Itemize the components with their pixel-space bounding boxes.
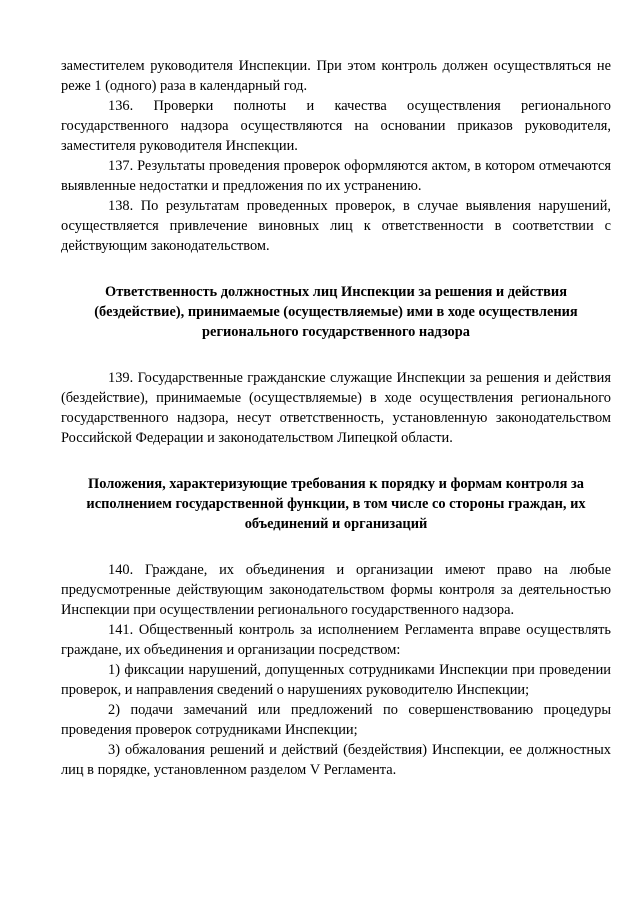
section-heading-responsibility: Ответственность должностных лиц Инспекции за решения и действия (бездействие), принимаемые (осуществляемые) ими в ходе осуществления регионального государственного надзора: [94, 284, 578, 340]
section-heading-control-provisions: Положения, характеризующие требования к порядку и формам контроля за исполнением государственной функции, в том числе со стороны граждан, их объединений и организаций: [86, 476, 586, 532]
paragraph-141: 141. Общественный контроль за исполнением Регламента вправе осуществлять граждане, их объединения и организации посредством:: [61, 622, 611, 658]
paragraph-137: 137. Результаты проведения проверок оформляются актом, в котором отмечаются выявленные недостатки и предложения по их устранению.: [61, 158, 611, 194]
paragraph-138: 138. По результатам проведенных проверок, в случае выявления нарушений, осуществляется привлечение виновных лиц к ответственности в соответствии с действующим законодательством.: [61, 198, 611, 254]
paragraph-139: 139. Государственные гражданские служащие Инспекции за решения и действия (бездействие), принимаемые (осуществляемые) в ходе осуществления регионального государственного надзора, несут ответственность, установленную законодательством Российской Федерации и законодательством Липецкой области.: [61, 370, 611, 446]
list-item-2: 2) подачи замечаний или предложений по совершенствованию процедуры проведения проверок сотрудниками Инспекции;: [61, 702, 611, 738]
list-item-3: 3) обжалования решений и действий (бездействия) Инспекции, ее должностных лиц в порядке, установленном разделом V Регламента.: [61, 742, 611, 778]
list-item-1: 1) фиксации нарушений, допущенных сотрудниками Инспекции при проведении проверок, и направления сведений о нарушениях руководителю Инспекции;: [61, 662, 611, 698]
paragraph-136: 136. Проверки полноты и качества осуществления регионального государственного надзора осуществляются на основании приказов руководителя, заместителя руководителя Инспекции.: [61, 98, 611, 154]
paragraph-135-continuation: заместителем руководителя Инспекции. При этом контроль должен осуществляться не реже 1 (одного) раза в календарный год.: [61, 58, 611, 94]
paragraph-140: 140. Граждане, их объединения и организации имеют право на любые предусмотренные действующим законодательством формы контроля за деятельностью Инспекции при осуществлении регионального государственного надзора.: [61, 562, 611, 618]
document-page: [61, 56, 611, 780]
